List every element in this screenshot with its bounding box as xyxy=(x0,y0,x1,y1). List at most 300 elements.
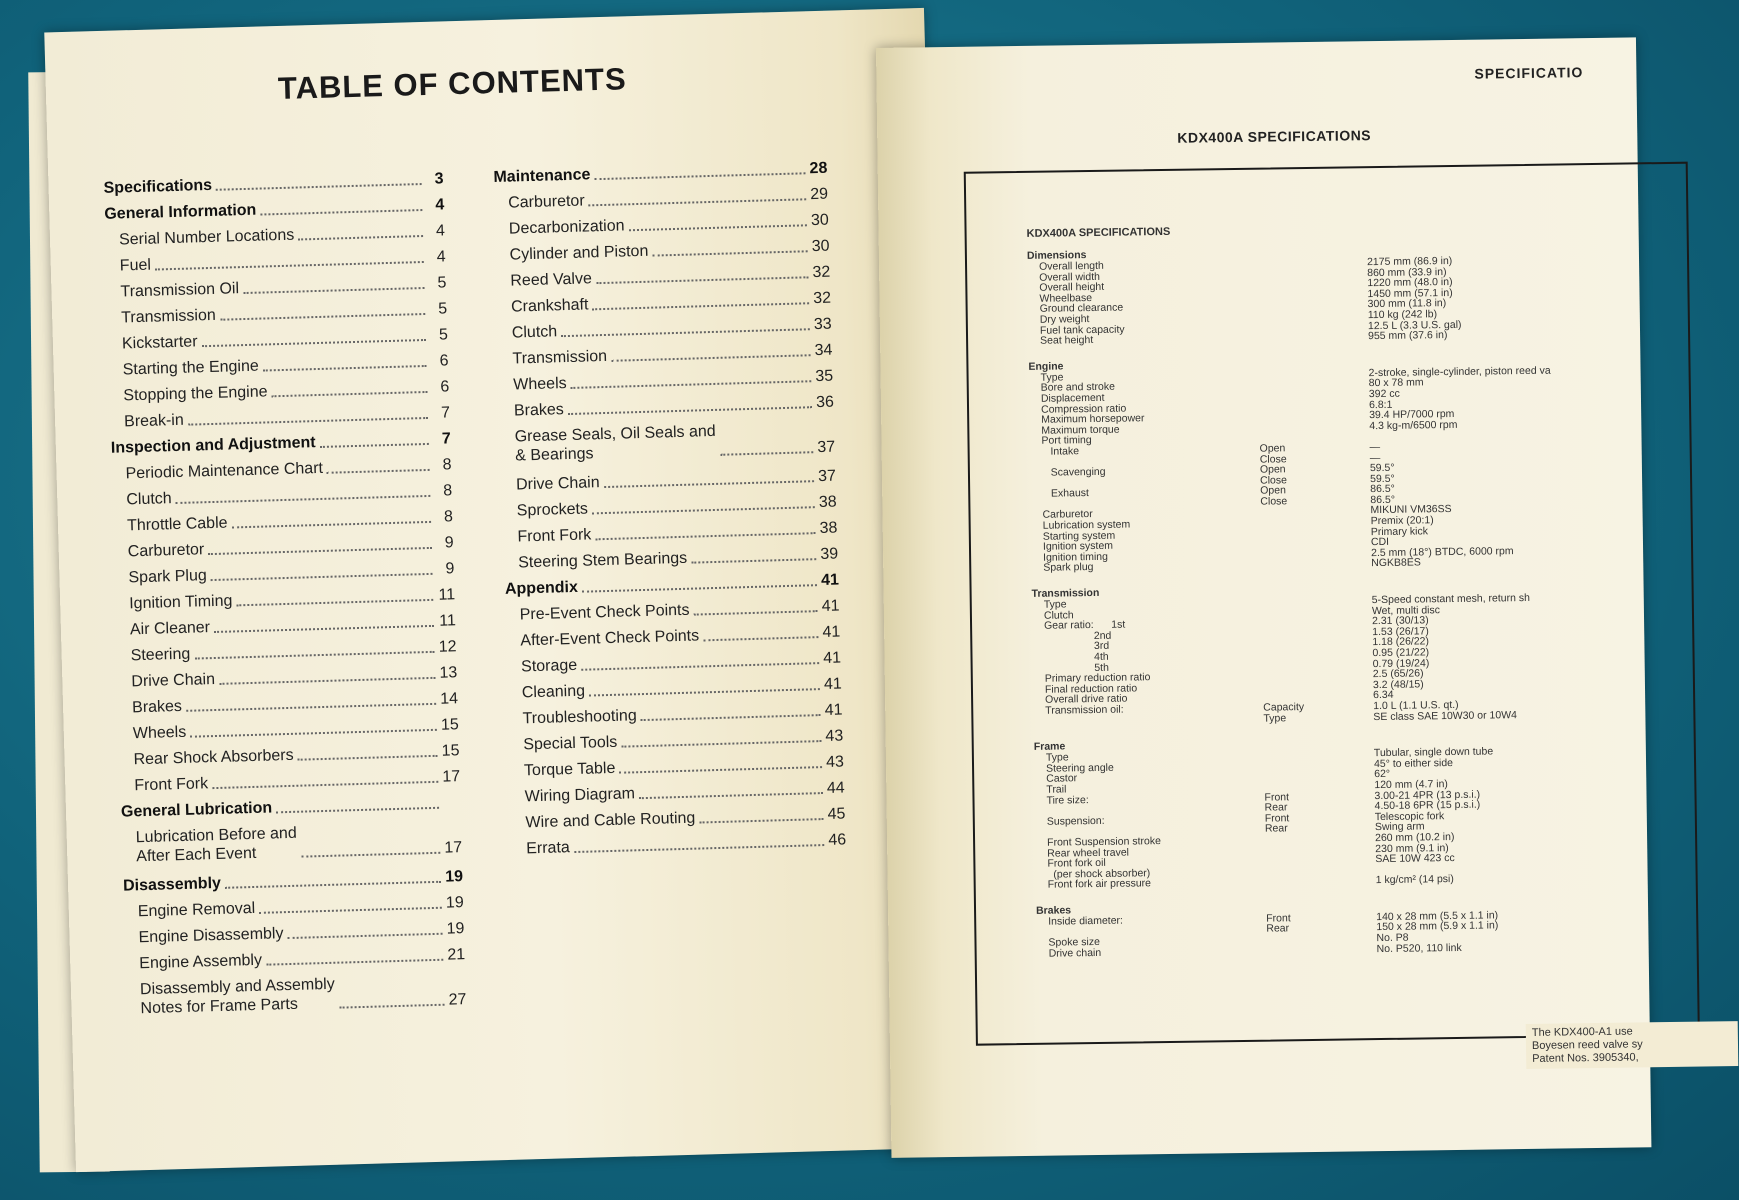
spec-key: Dry weight xyxy=(1039,313,1090,326)
toc-leader-dots xyxy=(220,313,425,321)
toc-entry-page: 41 xyxy=(820,571,840,590)
toc-entry-label: Carburetor xyxy=(507,192,585,212)
spec-value: 12.5 L (3.3 U.S. gal) xyxy=(1367,318,1462,332)
toc-entry-page: 30 xyxy=(810,211,830,230)
toc-entry-label: Cleaning xyxy=(521,682,586,702)
spec-value: 4.50-18 6PR (15 p.s.i.) xyxy=(1374,798,1481,813)
toc-entry-label: Maintenance xyxy=(493,166,591,187)
spec-key: Primary reduction ratio xyxy=(1044,671,1151,685)
toc-entry xyxy=(510,752,844,780)
toc-entry-page: 15 xyxy=(440,716,459,734)
spec-value: 1.53 (26/17) xyxy=(1372,625,1429,638)
spec-qualifier: Type xyxy=(1263,711,1287,725)
toc-entry xyxy=(106,247,446,275)
spec-page xyxy=(876,37,1651,1158)
toc-entry-label: Cylinder and Piston xyxy=(509,242,649,264)
toc-entry-label: Special Tools xyxy=(523,733,618,754)
toc-entry-page: 34 xyxy=(814,341,833,360)
toc-entry-page: 41 xyxy=(824,701,843,719)
spec-value: 392 cc xyxy=(1368,387,1400,401)
toc-entry xyxy=(498,315,832,343)
toc-entry xyxy=(121,793,461,821)
toc-leader-dots xyxy=(561,328,810,337)
toc-left-column xyxy=(103,169,467,1028)
spec-value: 62° xyxy=(1374,768,1391,781)
toc-leader-dots xyxy=(720,451,813,456)
spec-value: 6.8:1 xyxy=(1368,398,1393,411)
spec-key: Exhaust xyxy=(1042,487,1090,501)
spec-value: 1450 mm (57.1 in) xyxy=(1367,286,1453,300)
toc-entry xyxy=(503,519,837,547)
toc-leader-dots xyxy=(568,406,812,415)
toc-entry-label: Carburetor xyxy=(127,541,205,561)
toc-entry-page: 29 xyxy=(810,185,829,204)
toc-right-column xyxy=(493,159,846,866)
spec-qualifier: Front xyxy=(1264,812,1290,825)
spec-value: 860 mm (33.9 in) xyxy=(1367,265,1447,279)
toc-entry-label: Specifications xyxy=(103,176,213,197)
toc-entry-page: 6 xyxy=(440,378,450,396)
toc-entry xyxy=(495,237,829,265)
toc-leader-dots xyxy=(339,1004,444,1009)
toc-entry-page: 5 xyxy=(437,300,448,318)
spec-key: Rear wheel travel xyxy=(1047,846,1130,860)
spec-key: Intake xyxy=(1041,445,1080,458)
toc-leader-dots xyxy=(621,740,821,748)
spec-value: 1220 mm (48.0 in) xyxy=(1367,276,1453,290)
toc-entry-label: Sprockets xyxy=(516,500,589,520)
toc-entry-page: 4 xyxy=(435,196,445,214)
toc-leader-dots xyxy=(589,688,820,696)
toc-entry-page: 7 xyxy=(441,430,451,448)
toc-entry-label: Engine Disassembly xyxy=(138,925,284,947)
toc-entry xyxy=(109,377,449,405)
toc-entry-label: Clutch xyxy=(511,323,558,342)
toc-entry-page: 3 xyxy=(434,170,444,188)
toc-entry xyxy=(498,341,832,369)
toc-entry xyxy=(509,726,843,754)
toc-leader-dots xyxy=(272,391,428,397)
toc-leader-dots xyxy=(639,792,823,799)
toc-entry xyxy=(493,159,827,187)
spec-section-name: Engine xyxy=(1028,360,1064,373)
spec-key: Carburetor xyxy=(1042,508,1093,522)
toc-entry-label: Inspection and Adjustment xyxy=(110,434,316,457)
toc-entry xyxy=(110,403,450,431)
spec-key: Clutch xyxy=(1043,608,1074,622)
toc-entry xyxy=(500,419,835,466)
toc-entry-label: Engine Assembly xyxy=(139,951,263,973)
spec-value: 1 kg/cm² (14 psi) xyxy=(1375,873,1454,887)
spec-section xyxy=(1032,578,1734,727)
toc-leader-dots xyxy=(594,172,805,180)
spec-value: 2.5 (65/26) xyxy=(1372,667,1424,681)
toc-entry xyxy=(504,545,838,573)
toc-leader-dots xyxy=(320,443,429,448)
spec-table xyxy=(1027,218,1737,973)
toc-leader-dots xyxy=(629,224,807,231)
toc-entry xyxy=(119,715,459,743)
toc-leader-dots xyxy=(652,250,807,256)
toc-entry-label: Lubrication Before and After Each Event xyxy=(135,824,297,866)
spec-section xyxy=(1028,351,1731,574)
spec-key: Compression ratio xyxy=(1040,402,1127,416)
spec-value: 955 mm (37.6 in) xyxy=(1367,329,1448,343)
toc-entry-label: Storage xyxy=(520,656,578,676)
toc-leader-dots xyxy=(589,198,806,206)
spec-value: NGKB8ES xyxy=(1371,556,1421,570)
toc-entry xyxy=(112,481,452,509)
toc-entry xyxy=(106,273,446,301)
spec-key: Maximum torque xyxy=(1041,423,1120,437)
patent-note: The KDX400-A1 use Boyesen reed valve sy Patent Nos. 3905340, xyxy=(1526,1021,1739,1069)
toc-entry xyxy=(120,767,460,795)
toc-entry-label: Spark Plug xyxy=(128,567,207,587)
spec-value: Swing arm xyxy=(1374,820,1425,834)
spec-key: Front Suspension stroke xyxy=(1047,835,1161,849)
toc-entry-page: 19 xyxy=(446,920,465,938)
toc-leader-dots xyxy=(604,480,814,488)
toc-leader-dots xyxy=(592,506,815,514)
spec-section xyxy=(1034,731,1736,890)
toc-entry xyxy=(508,700,842,728)
toc-entry xyxy=(495,211,829,239)
spec-key: Port timing xyxy=(1041,434,1092,448)
toc-entry-label: Throttle Cable xyxy=(126,514,228,535)
toc-entry-page: 44 xyxy=(826,779,845,797)
toc-entry xyxy=(496,263,830,291)
spec-key: 4th xyxy=(1044,650,1109,664)
toc-entry-label: Serial Number Locations xyxy=(118,226,295,249)
spec-table-title: KDX400A SPECIFICATIONS xyxy=(1026,225,1171,240)
toc-entry-page: 4 xyxy=(436,248,446,266)
toc-entry-label: Errata xyxy=(526,839,571,858)
spec-value: 6.34 xyxy=(1373,689,1394,702)
spec-value: — xyxy=(1369,440,1381,454)
spec-value: 2-stroke, single-cylinder, piston reed va xyxy=(1368,364,1551,379)
toc-entry-label: Disassembly and Assembly Notes for Frame Parts xyxy=(139,975,335,1018)
toc-title: TABLE OF CONTENTS xyxy=(277,61,628,106)
toc-entry-label: Troubleshooting xyxy=(522,707,637,728)
spec-value: 80 x 78 mm xyxy=(1368,376,1424,390)
toc-entry-label: Clutch xyxy=(126,490,172,509)
spec-section xyxy=(1036,895,1737,959)
toc-entry xyxy=(125,945,465,973)
toc-entry-label: Air Cleaner xyxy=(129,619,211,639)
spec-qualifier: Rear xyxy=(1266,922,1290,936)
toc-leader-dots xyxy=(208,547,431,555)
toc-entry-label: General Lubrication xyxy=(120,799,273,821)
toc-entry xyxy=(107,299,447,327)
toc-entry-page: 8 xyxy=(443,482,453,500)
toc-entry xyxy=(499,367,833,395)
toc-entry xyxy=(116,637,456,665)
spec-qualifier: Close xyxy=(1259,452,1287,466)
toc-entry xyxy=(500,393,834,421)
toc-leader-dots xyxy=(298,235,423,240)
spec-qualifier: Open xyxy=(1259,463,1286,476)
toc-leader-dots xyxy=(298,755,438,761)
spec-key: Spoke size xyxy=(1048,936,1100,949)
spec-key: Seat height xyxy=(1040,334,1094,347)
toc-entry-label: Grease Seals, Oil Seals and & Bearings xyxy=(514,422,716,465)
toc-entry-page: 43 xyxy=(825,753,845,771)
toc-entry-label: Rear Shock Absorbers xyxy=(133,746,294,769)
toc-page xyxy=(44,8,955,1172)
toc-entry xyxy=(124,893,464,921)
toc-entry-page: 41 xyxy=(823,649,842,667)
spec-section-name: Dimensions xyxy=(1026,249,1087,262)
spec-value: 0.95 (21/22) xyxy=(1372,646,1430,660)
toc-entry xyxy=(505,571,839,599)
toc-entry-label: Wiring Diagram xyxy=(524,785,636,806)
spec-value: 0.79 (19/24) xyxy=(1372,656,1430,670)
spec-key: 2nd xyxy=(1044,629,1112,643)
toc-entry-label: Ignition Timing xyxy=(129,592,233,613)
toc-entry-label: Front Fork xyxy=(517,526,592,546)
toc-entry xyxy=(122,819,463,866)
spec-qualifier: Open xyxy=(1259,442,1286,455)
toc-leader-dots xyxy=(219,677,435,685)
toc-leader-dots xyxy=(611,354,810,362)
toc-leader-dots xyxy=(582,584,817,593)
toc-entry-label: Periodic Maintenance Chart xyxy=(125,459,324,483)
spec-qualifier: Rear xyxy=(1264,822,1288,835)
toc-entry-label: General Information xyxy=(104,201,257,223)
spec-value: Wet, multi disc xyxy=(1371,603,1441,617)
toc-entry-label: Wheels xyxy=(513,375,567,394)
toc-leader-dots xyxy=(225,881,441,889)
spec-key: Type xyxy=(1045,751,1069,764)
toc-entry-label: Steering xyxy=(130,645,191,665)
toc-entry xyxy=(114,533,454,561)
toc-entry-page: 37 xyxy=(817,467,837,486)
toc-entry-page: 33 xyxy=(813,315,832,334)
spec-value: 300 mm (11.8 in) xyxy=(1367,297,1447,311)
toc-entry xyxy=(103,169,443,197)
toc-entry-label: Engine Removal xyxy=(137,899,256,921)
toc-leader-dots xyxy=(699,818,823,823)
toc-leader-dots xyxy=(190,729,437,738)
toc-entry-page: 27 xyxy=(448,991,467,1009)
toc-entry-page: 8 xyxy=(442,456,452,474)
spec-value: — xyxy=(1369,451,1381,464)
spec-section xyxy=(1027,240,1728,347)
toc-leader-dots xyxy=(188,417,428,426)
toc-entry xyxy=(104,195,444,223)
toc-entry xyxy=(111,455,451,483)
toc-entry-page: 7 xyxy=(440,404,451,422)
toc-entry xyxy=(115,585,455,613)
toc-leader-dots xyxy=(595,532,815,540)
toc-entry-label: Front Fork xyxy=(134,775,209,795)
toc-leader-dots xyxy=(288,933,443,939)
spec-key: Fuel tank capacity xyxy=(1039,323,1125,337)
spec-value: 110 kg (242 lb) xyxy=(1367,308,1438,322)
toc-entry-page: 11 xyxy=(438,586,456,604)
toc-entry-page: 36 xyxy=(815,393,835,412)
toc-entry-label: Torque Table xyxy=(523,759,616,780)
spec-value: 86.5° xyxy=(1370,493,1396,507)
spec-value: 86.5° xyxy=(1370,483,1395,496)
spec-value: 45° to either side xyxy=(1373,756,1454,770)
toc-entry-page: 38 xyxy=(819,519,838,538)
spec-value: No. P8 xyxy=(1376,931,1409,945)
spec-key: Ground clearance xyxy=(1039,301,1124,316)
toc-leader-dots xyxy=(186,703,436,712)
toc-leader-dots xyxy=(266,959,443,966)
toc-leader-dots xyxy=(694,610,818,615)
toc-entry-page: 19 xyxy=(444,868,464,886)
spec-value: Premix (20:1) xyxy=(1370,514,1434,528)
spec-table-box xyxy=(964,162,1700,1065)
toc-entry xyxy=(114,559,454,587)
spec-key: Final reduction ratio xyxy=(1044,682,1138,696)
toc-entry-label: Fuel xyxy=(119,256,152,275)
spec-value: Primary kick xyxy=(1370,524,1429,538)
toc-entry-label: Pre-Event Check Points xyxy=(519,601,690,624)
toc-entry xyxy=(511,778,845,806)
spec-key: Spark plug xyxy=(1043,561,1094,575)
spec-key: Bore and stroke xyxy=(1040,381,1115,395)
toc-entry-page: 41 xyxy=(822,623,841,642)
spec-key: Lubrication system xyxy=(1042,518,1131,532)
spec-key: Overall width xyxy=(1039,270,1100,284)
toc-entry-page: 35 xyxy=(815,367,834,386)
toc-entry xyxy=(502,467,836,495)
spec-key: Front fork air pressure xyxy=(1047,877,1152,891)
spec-value: SE class SAE 10W30 or 10W4 xyxy=(1373,708,1518,723)
spec-value: 4.3 kg-m/6500 rpm xyxy=(1369,418,1458,432)
toc-entry-page: 14 xyxy=(439,690,459,708)
toc-entry xyxy=(117,663,457,691)
toc-entry xyxy=(108,351,448,379)
spec-value: 5-Speed constant mesh, return sh xyxy=(1371,591,1530,607)
toc-leader-dots xyxy=(232,521,431,529)
spec-key: Wheelbase xyxy=(1039,291,1093,305)
spec-value: 140 x 28 mm (5.5 x 1.1 in) xyxy=(1376,909,1499,923)
toc-entry-page: 39 xyxy=(820,545,839,564)
spec-qualifier: Open xyxy=(1260,484,1286,497)
spec-value: 59.5° xyxy=(1369,461,1395,475)
toc-leader-dots xyxy=(703,636,818,641)
toc-entry xyxy=(119,741,459,769)
spec-value: 1.18 (26/22) xyxy=(1372,635,1430,649)
spec-key: Ignition system xyxy=(1042,539,1114,553)
toc-entry-page: 37 xyxy=(817,438,836,457)
toc-entry-page: 32 xyxy=(812,289,832,308)
toc-entry-page: 6 xyxy=(439,352,449,370)
toc-leader-dots xyxy=(276,807,439,814)
toc-entry-label: Crankshaft xyxy=(510,296,589,316)
spec-value: 120 mm (4.7 in) xyxy=(1374,778,1448,792)
toc-leader-dots xyxy=(211,573,433,581)
spec-value: 2175 mm (86.9 in) xyxy=(1366,254,1453,269)
spec-value: 260 mm (10.2 in) xyxy=(1374,830,1455,845)
spec-key: (per shock absorber) xyxy=(1047,866,1151,881)
toc-leader-dots xyxy=(194,651,434,660)
spec-section-name: Frame xyxy=(1033,740,1066,754)
spec-key: Starting system xyxy=(1042,529,1116,543)
toc-entry-label: Starting the Engine xyxy=(122,357,259,379)
toc-entry-label: Transmission xyxy=(512,347,608,368)
toc-entry xyxy=(503,493,837,521)
toc-entry-page: 38 xyxy=(818,493,837,512)
toc-entry-page: 15 xyxy=(441,742,460,760)
spec-key: Front fork oil xyxy=(1047,856,1106,870)
toc-leader-dots xyxy=(259,907,442,914)
toc-entry xyxy=(118,689,458,717)
spec-value: SAE 10W 423 cc xyxy=(1375,852,1455,866)
toc-entry-page: 17 xyxy=(442,768,461,786)
spec-qualifier: Close xyxy=(1260,495,1288,508)
toc-entry-label: Reed Valve xyxy=(510,270,593,290)
spec-value: 3.00-21 4PR (13 p.s.i.) xyxy=(1374,788,1481,802)
spec-value: 2.5 mm (18°) BTDC, 6000 rpm xyxy=(1371,544,1514,559)
spec-key: Inside diameter: xyxy=(1048,914,1124,928)
toc-entry-label: After-Event Check Points xyxy=(520,627,700,650)
toc-leader-dots xyxy=(327,469,430,474)
toc-entry-label: Brakes xyxy=(513,401,565,420)
spec-key: Castor xyxy=(1046,772,1078,786)
toc-entry-label: Break-in xyxy=(123,411,184,431)
toc-leader-dots xyxy=(176,495,431,504)
toc-leader-dots xyxy=(260,209,422,216)
toc-entry-page: 46 xyxy=(828,831,847,849)
spec-heading: KDX400A SPECIFICATIONS xyxy=(1177,127,1372,146)
spec-value: 230 mm (9.1 in) xyxy=(1375,841,1449,855)
toc-entry-label: Stopping the Engine xyxy=(123,383,268,405)
toc-entry-page: 5 xyxy=(438,326,449,344)
spec-key: Overall length xyxy=(1038,259,1104,273)
toc-leader-dots xyxy=(574,844,824,853)
toc-leader-dots xyxy=(571,380,812,389)
spec-value: 150 x 28 mm (5.9 x 1.1 in) xyxy=(1376,919,1499,934)
toc-entry-page: 41 xyxy=(821,597,840,616)
spec-key: Overall drive ratio xyxy=(1045,692,1128,707)
toc-entry xyxy=(123,867,463,895)
toc-entry-page: 21 xyxy=(447,946,466,964)
spec-qualifier: Front xyxy=(1266,912,1291,925)
spec-key: Type xyxy=(1043,598,1067,611)
toc-leader-dots xyxy=(301,852,440,858)
toc-leader-dots xyxy=(214,625,434,633)
toc-entry xyxy=(506,623,840,651)
toc-entry-page: 13 xyxy=(439,664,458,682)
toc-leader-dots xyxy=(581,662,819,671)
toc-entry-page: 4 xyxy=(435,222,446,240)
spec-value: 39.4 HP/7000 rpm xyxy=(1369,408,1455,422)
toc-entry-page: 5 xyxy=(437,274,447,292)
toc-entry-label: Disassembly xyxy=(122,874,222,895)
toc-entry xyxy=(494,185,828,213)
toc-entry-page: 19 xyxy=(445,894,464,912)
spec-key: Tire size: xyxy=(1046,793,1089,807)
spec-key: Drive chain xyxy=(1048,946,1102,960)
toc-entry-label: Wire and Cable Routing xyxy=(525,809,696,832)
spec-key: Maximum horsepower xyxy=(1041,412,1145,426)
spec-key: 5th xyxy=(1044,661,1109,675)
spec-value: Tubular, single down tube xyxy=(1373,745,1494,760)
spec-key: Steering angle xyxy=(1045,761,1114,775)
toc-entry-page xyxy=(443,812,461,813)
toc-entry-label: Steering Stem Bearings xyxy=(518,549,688,572)
spec-key: Gear ratio: 1st xyxy=(1044,618,1126,632)
toc-entry xyxy=(116,611,456,639)
spec-value: No. P520, 110 link xyxy=(1376,941,1462,955)
toc-entry-page: 9 xyxy=(445,560,455,578)
toc-entry-label: Kickstarter xyxy=(121,333,198,353)
